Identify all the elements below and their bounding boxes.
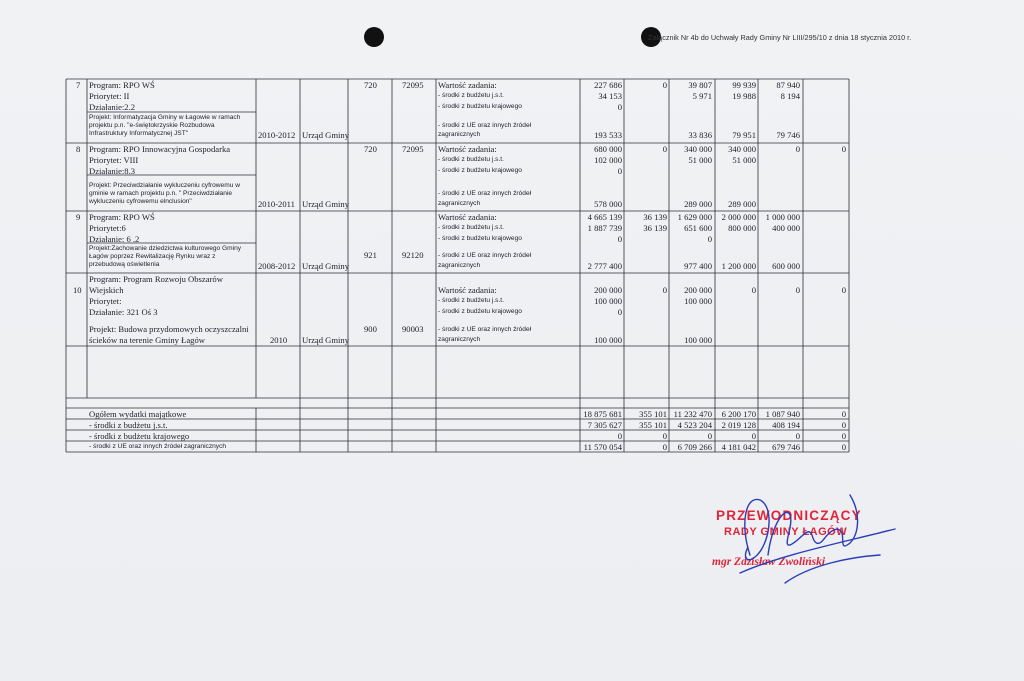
row-8-priority: Priorytet: VIII <box>89 155 139 165</box>
row-7-c1-national: 0 <box>617 102 622 112</box>
row-7-c3-value: 39 807 <box>688 80 712 90</box>
row-9-desc-jst: - środki z budżetu j.s.t. <box>438 224 504 231</box>
row-7-desc-jst: - środki z budżetu j.s.t. <box>438 92 504 99</box>
row-10-desc-value: Wartość zadania: <box>438 285 497 295</box>
row-10-c3-jst: 100 000 <box>684 296 712 306</box>
row-7-desc-national: - środki z budżetu krajowego <box>438 103 522 110</box>
handwritten-signature <box>690 485 900 600</box>
row-8-c4-eu: 289 000 <box>728 199 756 209</box>
row-8-desc-national: - środki z budżetu krajowego <box>438 167 522 174</box>
row-9-action: Działanie: 6 .2 <box>89 234 140 244</box>
row-9-desc-eu-2: zagranicznych <box>438 262 481 269</box>
totals-jst-label: - środki z budżetu j.s.t. <box>89 420 168 430</box>
totals-overall-c5: 1 087 940 <box>765 409 800 419</box>
row-10-years: 2010 <box>270 335 288 345</box>
row-7-project-line3: Infrastruktury Informatycznej JST" <box>89 130 189 137</box>
row-8-c1-value: 680 000 <box>594 144 622 154</box>
totals-jst-c4: 2 019 128 <box>721 420 756 430</box>
row-9-rozdzial: 92120 <box>402 250 424 260</box>
totals-overall-c3: 11 232 470 <box>673 409 712 419</box>
row-10-dzial: 900 <box>364 324 377 334</box>
row-9-c5-eu: 600 000 <box>772 261 800 271</box>
totals-eu-c6: 0 <box>841 442 846 452</box>
row-9-c1-eu: 2 777 400 <box>587 261 622 271</box>
totals-jst-c5: 408 194 <box>772 420 800 430</box>
totals-national-c4: 0 <box>751 431 756 441</box>
row-9-years: 2008-2012 <box>258 261 296 271</box>
row-10-c5-value: 0 <box>795 285 800 295</box>
row-8-desc-eu: - środki z UE oraz innych źródeł <box>438 190 532 197</box>
row-7-c4-eu: 79 951 <box>732 130 756 140</box>
row-7-c5-value: 87 940 <box>776 80 800 90</box>
totals-national-label: - środki z budżetu krajowego <box>89 431 190 441</box>
row-10-desc-eu: - środki z UE oraz innych źródeł <box>438 326 532 333</box>
row-7-desc-value: Wartość zadania: <box>438 80 497 90</box>
row-8-desc-value: Wartość zadania: <box>438 144 497 154</box>
row-9-project-line3: przebudową oświetlenia <box>89 261 160 268</box>
row-8-program: Program: RPO Innowacyjna Gospodarka <box>89 144 231 154</box>
row-9-c4-value: 2 000 000 <box>721 212 756 222</box>
row-7-c2-value: 0 <box>662 80 667 90</box>
row-8-desc-eu-2: zagranicznych <box>438 200 481 207</box>
row-8-action: Działanie:8.3 <box>89 166 136 176</box>
totals-jst-c3: 4 523 204 <box>677 420 712 430</box>
row-10-c3-eu: 100 000 <box>684 335 712 345</box>
totals-overall-c4: 6 200 170 <box>721 409 756 419</box>
row-7-c1-jst: 34 153 <box>598 91 622 101</box>
row-7-c3-eu: 33 836 <box>688 130 712 140</box>
row-7-number: 7 <box>76 80 81 90</box>
row-8-project-line1: Projekt: Przeciwdziałanie wykluczeniu cyfrowemu w <box>89 182 240 189</box>
row-8-unit: Urząd Gminy <box>302 199 350 209</box>
row-10-c1-value: 200 000 <box>594 285 622 295</box>
row-7-c5-eu: 79 746 <box>776 130 800 140</box>
totals-eu-c3: 6 709 266 <box>677 442 712 452</box>
row-10-project-line1: Projekt: Budowa przydomowych oczyszczalni <box>89 324 249 334</box>
row-8-c3-value: 340 000 <box>684 144 712 154</box>
row-9-c4-eu: 1 200 000 <box>721 261 756 271</box>
row-9-c4-jst: 800 000 <box>728 223 756 233</box>
row-9-desc-value: Wartość zadania: <box>438 212 497 222</box>
stamp-name: mgr Zdzisław Zwoliński <box>712 556 826 568</box>
row-7-c1-eu: 193 533 <box>594 130 622 140</box>
row-9-c5-jst: 400 000 <box>772 223 800 233</box>
row-7-project-line2: projektu p.n. "e-świętokrzyskie Rozbudowa <box>89 122 215 129</box>
totals-overall-c2: 355 101 <box>639 409 667 419</box>
row-10-rozdzial: 90003 <box>402 324 424 334</box>
row-7-c3-jst: 5 971 <box>692 91 712 101</box>
row-10-action: Działanie: 321 Oś 3 <box>89 307 158 317</box>
row-8-years: 2010-2011 <box>258 199 295 209</box>
row-8-c2-value: 0 <box>662 144 667 154</box>
row-9-c2-value: 36 139 <box>643 212 667 222</box>
row-7-priority: Priorytet: II <box>89 91 130 101</box>
row-7-c4-jst: 19 988 <box>732 91 756 101</box>
row-10-c1-national: 0 <box>617 307 622 317</box>
totals-overall-c6: 0 <box>841 409 846 419</box>
row-8-rozdzial: 72095 <box>402 144 424 154</box>
row-9-c3-eu: 977 400 <box>684 261 712 271</box>
row-7-unit: Urząd Gminy <box>302 130 350 140</box>
totals-overall-label: Ogółem wydatki majątkowe <box>89 409 187 419</box>
row-7-years: 2010-2012 <box>258 130 296 140</box>
totals-national-c2: 0 <box>662 431 667 441</box>
row-7-rozdzial: 72095 <box>402 80 424 90</box>
row-9-c3-jst: 651 600 <box>684 223 712 233</box>
totals-eu-c2: 0 <box>662 442 667 452</box>
row-10-number: 10 <box>73 285 82 295</box>
row-8-desc-jst: - środki z budżetu j.s.t. <box>438 156 504 163</box>
row-7-c4-value: 99 939 <box>732 80 756 90</box>
row-8-c4-value: 340 000 <box>728 144 756 154</box>
row-8-number: 8 <box>76 144 81 154</box>
totals-national-c1: 0 <box>617 431 622 441</box>
row-8-c3-jst: 51 000 <box>688 155 712 165</box>
row-10-program-2: Wiejskich <box>89 285 124 295</box>
totals-national-c6: 0 <box>841 431 846 441</box>
row-8-c6-value: 0 <box>841 144 846 154</box>
row-7-desc-eu: - środki z UE oraz innych źródeł <box>438 122 532 129</box>
totals-jst-c1: 7 305 627 <box>587 420 622 430</box>
row-9-c1-jst: 1 887 739 <box>587 223 622 233</box>
row-8-project-line2: gminie w ramach projektu p.n. " Przeciwdziałanie <box>89 190 233 197</box>
row-7-dzial: 720 <box>364 80 377 90</box>
totals-eu-c5: 679 746 <box>772 442 800 452</box>
row-10-c4-value: 0 <box>751 285 756 295</box>
stamp-title: PRZEWODNICZĄCY <box>716 508 862 523</box>
row-8-c4-jst: 51 000 <box>732 155 756 165</box>
totals-eu-c4: 4 181 042 <box>721 442 756 452</box>
totals-overall-c1: 18 875 681 <box>583 409 622 419</box>
row-10-c2-value: 0 <box>662 285 667 295</box>
row-9-program: Program: RPO WŚ <box>89 212 155 222</box>
row-10-desc-jst: - środki z budżetu j.s.t. <box>438 297 504 304</box>
totals-jst-c2: 355 101 <box>639 420 667 430</box>
row-9-dzial: 921 <box>364 250 377 260</box>
row-10-desc-eu-2: zagranicznych <box>438 336 481 343</box>
row-9-unit: Urząd Gminy <box>302 261 350 271</box>
totals-eu-label: - środki z UE oraz innych źródeł zagranicznych <box>89 443 227 450</box>
row-8-c1-eu: 578 000 <box>594 199 622 209</box>
row-9-c5-value: 1 000 000 <box>765 212 800 222</box>
totals-eu-c1: 11 570 054 <box>583 442 622 452</box>
row-8-dzial: 720 <box>364 144 377 154</box>
row-9-project-line2: Łagów poprzez Rewitalizację Rynku wraz z <box>89 253 216 260</box>
row-10-project-line2: ścieków na terenie Gminy Łagów <box>89 335 205 345</box>
row-9-number: 9 <box>76 212 81 222</box>
row-7-project-line1: Projekt: Informatyzacja Gminy w Łagowie w ramach <box>89 114 241 121</box>
row-9-c1-value: 4 665 139 <box>587 212 622 222</box>
document-header: Załącznik Nr 4b do Uchwały Rady Gminy Nr LIII/295/10 z dnia 18 stycznia 2010 r. <box>648 33 912 42</box>
row-10-c3-value: 200 000 <box>684 285 712 295</box>
row-9-project-line1: Projekt:Zachowanie dziedzictwa kulturowego Gminy <box>89 245 242 252</box>
row-7-c5-jst: 8 194 <box>780 91 800 101</box>
row-7-c1-value: 227 686 <box>594 80 622 90</box>
row-10-priority: Priorytet: <box>89 296 122 306</box>
row-8-c1-jst: 102 000 <box>594 155 622 165</box>
row-8-project-line3: wykluczeniu cyfrowemu elnclusion" <box>89 198 192 205</box>
row-8-c3-eu: 289 000 <box>684 199 712 209</box>
row-9-desc-eu: - środki z UE oraz innych źródeł <box>438 252 532 259</box>
row-7-desc-eu-2: zagranicznych <box>438 131 481 138</box>
row-9-c3-value: 1 629 000 <box>677 212 712 222</box>
row-9-c2-jst: 36 139 <box>643 223 667 233</box>
row-10-c6-value: 0 <box>841 285 846 295</box>
row-10-c1-jst: 100 000 <box>594 296 622 306</box>
row-8-c1-national: 0 <box>617 166 622 176</box>
row-8-c5-value: 0 <box>795 144 800 154</box>
stamp-council: RADY GMINY ŁAGÓW <box>724 526 848 538</box>
row-9-desc-national: - środki z budżetu krajowego <box>438 235 522 242</box>
totals-jst-c6: 0 <box>841 420 846 430</box>
row-10-desc-national: - środki z budżetu krajowego <box>438 308 522 315</box>
row-10-program: Program: Program Rozwoju Obszarów <box>89 274 223 284</box>
row-10-c1-eu: 100 000 <box>594 335 622 345</box>
totals-national-c5: 0 <box>795 431 800 441</box>
row-7-program: Program: RPO WŚ <box>89 80 155 90</box>
row-7-action: Działanie:2.2 <box>89 102 136 112</box>
row-9-c1-national: 0 <box>617 234 622 244</box>
row-9-priority: Priorytet:6 <box>89 223 126 233</box>
row-10-unit: Urząd Gminy <box>302 335 350 345</box>
totals-national-c3: 0 <box>707 431 712 441</box>
row-9-c3-national: 0 <box>707 234 712 244</box>
